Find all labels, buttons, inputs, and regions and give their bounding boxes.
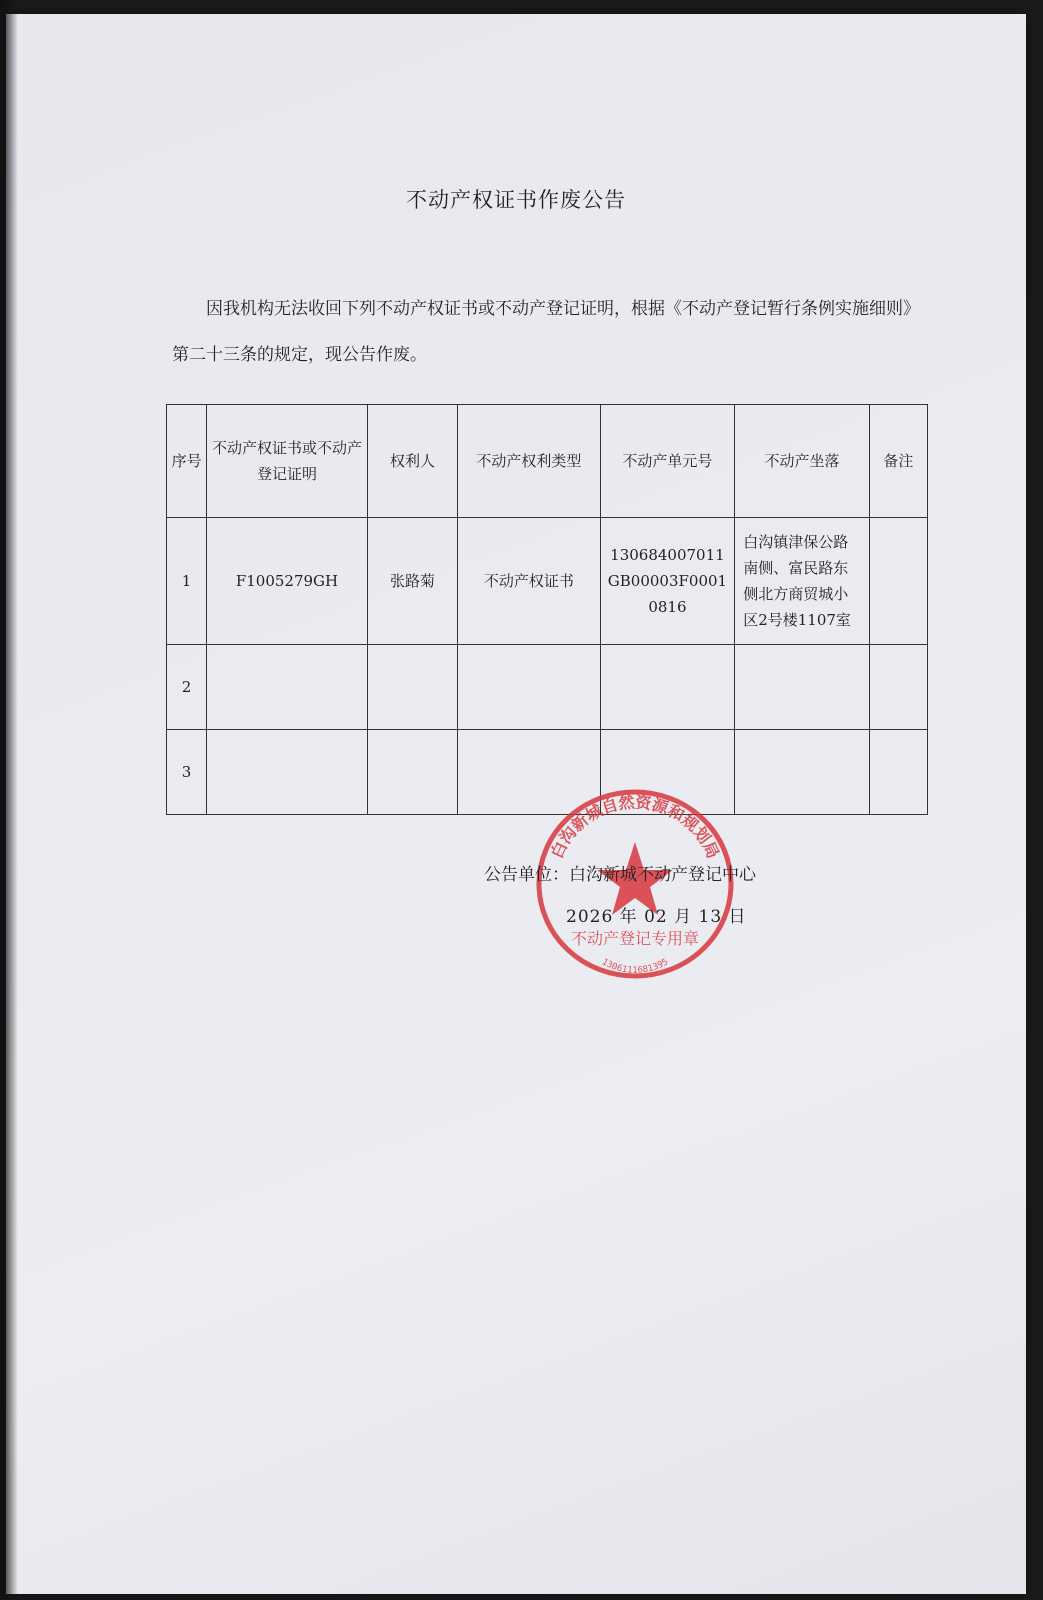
voided-certificate-table [166, 404, 928, 815]
cell-remarks [869, 518, 927, 645]
cell-location [735, 645, 870, 730]
cell-location: 白沟镇津保公路南侧、富民路东侧北方商贸城小区2号楼1107室 [735, 518, 870, 645]
document-title: 不动产权证书作废公告 [406, 188, 626, 212]
cell-unit-number [600, 645, 735, 730]
header-right-holder: 权利人 [367, 405, 457, 518]
cell-index: 2 [167, 645, 207, 730]
header-unit-number: 不动产单元号 [600, 405, 735, 518]
header-certificate: 不动产权证书或不动产登记证明 [207, 405, 368, 518]
seal-outer-text: 白沟新城自然资源和规划局 [547, 792, 723, 862]
issuing-unit-label: 公告单位： [484, 865, 569, 885]
cell-unit-number: 130684007011GB00003F00010816 [600, 518, 735, 645]
header-remarks: 备注 [869, 405, 927, 518]
cell-certificate: F1005279GH [207, 518, 368, 645]
cell-right-type [458, 645, 601, 730]
cell-remarks [869, 645, 927, 730]
seal-inner-text: 不动产登记专用章 [570, 929, 700, 948]
document-page [6, 14, 1026, 1594]
cell-right-holder: 张路菊 [367, 518, 457, 645]
cell-index: 1 [167, 518, 207, 645]
cell-certificate [207, 730, 368, 815]
header-location: 不动产坐落 [735, 405, 870, 518]
issuing-unit [484, 860, 756, 885]
cell-right-holder [367, 645, 457, 730]
table-row [167, 518, 928, 645]
cell-remarks [869, 730, 927, 815]
notice-date: 2026 年 02 月 13 日 [566, 907, 747, 927]
issuing-unit-name: 白沟新城不动产登记中心 [569, 865, 756, 885]
scan-edge-shadow [0, 0, 18, 1600]
cell-right-holder [367, 730, 457, 815]
header-index: 序号 [167, 405, 207, 518]
seal-number: 1306111681395 [599, 957, 671, 976]
table-header-row [167, 405, 928, 518]
cell-index: 3 [167, 730, 207, 815]
header-right-type: 不动产权利类型 [458, 405, 601, 518]
table-row [167, 645, 928, 730]
cell-location [735, 730, 870, 815]
notice-paragraph: 因我机构无法收回下列不动产权证书或不动产登记证明，根据《不动产登记暂行条例实施细则》第二十三条的规定，现公告作废。 [172, 299, 920, 365]
cell-certificate [207, 645, 368, 730]
cell-right-type: 不动产权证书 [458, 518, 601, 645]
